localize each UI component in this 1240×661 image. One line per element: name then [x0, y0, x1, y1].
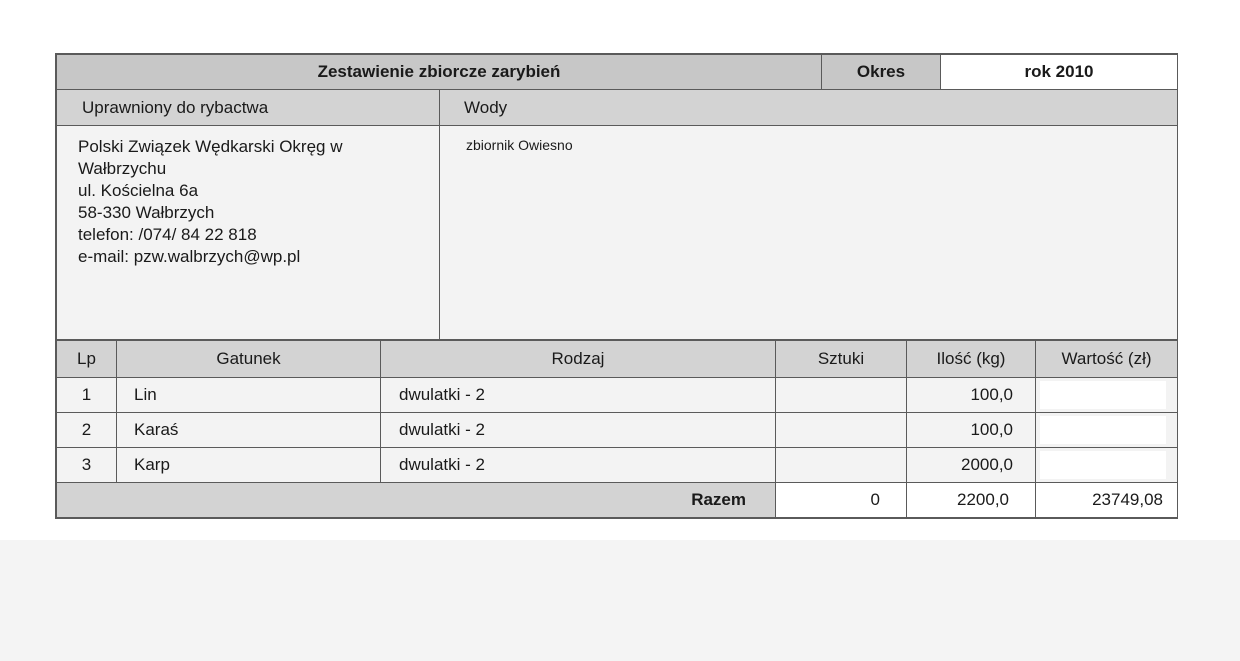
water-body: zbiornik Owiesno	[440, 126, 1178, 340]
stocking-summary-form	[55, 53, 1178, 519]
stocking-table	[56, 340, 1178, 518]
row-species: Karaś	[117, 413, 381, 448]
owner-line: e-mail: pzw.walbrzych@wp.pl	[78, 247, 301, 266]
row-species: Lin	[117, 378, 381, 413]
row-species: Karp	[117, 448, 381, 483]
total-value: 23749,08	[1036, 483, 1178, 518]
row-lp: 2	[57, 413, 117, 448]
row-lp: 1	[57, 378, 117, 413]
owner-line: Wałbrzychu	[78, 159, 167, 178]
owner-line: Polski Związek Wędkarski Okręg w	[78, 137, 343, 156]
redacted-value	[1040, 381, 1166, 409]
page-bottom-margin	[0, 540, 1240, 661]
total-label: Razem	[57, 483, 776, 518]
row-kind: dwulatki - 2	[381, 413, 776, 448]
row-amount: 100,0	[907, 378, 1036, 413]
col-header-value: Wartość (zł)	[1036, 341, 1178, 378]
table-row	[57, 448, 1178, 483]
total-pieces: 0	[776, 483, 907, 518]
row-kind: dwulatki - 2	[381, 448, 776, 483]
row-value	[1036, 448, 1178, 483]
table-row	[57, 378, 1178, 413]
total-row	[57, 483, 1178, 518]
col-header-pieces: Sztuki	[776, 341, 907, 378]
row-value	[1036, 378, 1178, 413]
redacted-value	[1040, 451, 1166, 479]
row-pieces	[776, 378, 907, 413]
owner-line: telefon: /074/ 84 22 818	[78, 225, 257, 244]
col-header-lp: Lp	[57, 341, 117, 378]
table-header-row	[57, 341, 1178, 378]
row-value	[1036, 413, 1178, 448]
form-header-table	[56, 54, 1178, 340]
row-pieces	[776, 413, 907, 448]
form-title: Zestawienie zbiorcze zarybień	[57, 55, 822, 90]
period-value: rok 2010	[941, 55, 1178, 90]
owner-line: ul. Kościelna 6a	[78, 181, 199, 200]
redacted-value	[1040, 416, 1166, 444]
owner-heading: Uprawniony do rybactwa	[57, 90, 440, 126]
owner-address	[57, 126, 440, 340]
row-amount: 100,0	[907, 413, 1036, 448]
total-amount: 2200,0	[907, 483, 1036, 518]
row-pieces	[776, 448, 907, 483]
row-amount: 2000,0	[907, 448, 1036, 483]
row-kind: dwulatki - 2	[381, 378, 776, 413]
owner-line: 58-330 Wałbrzych	[78, 203, 215, 222]
row-lp: 3	[57, 448, 117, 483]
table-row	[57, 413, 1178, 448]
period-label: Okres	[822, 55, 941, 90]
col-header-species: Gatunek	[117, 341, 381, 378]
col-header-amount: Ilość (kg)	[907, 341, 1036, 378]
waters-heading: Wody	[440, 90, 1178, 126]
col-header-kind: Rodzaj	[381, 341, 776, 378]
